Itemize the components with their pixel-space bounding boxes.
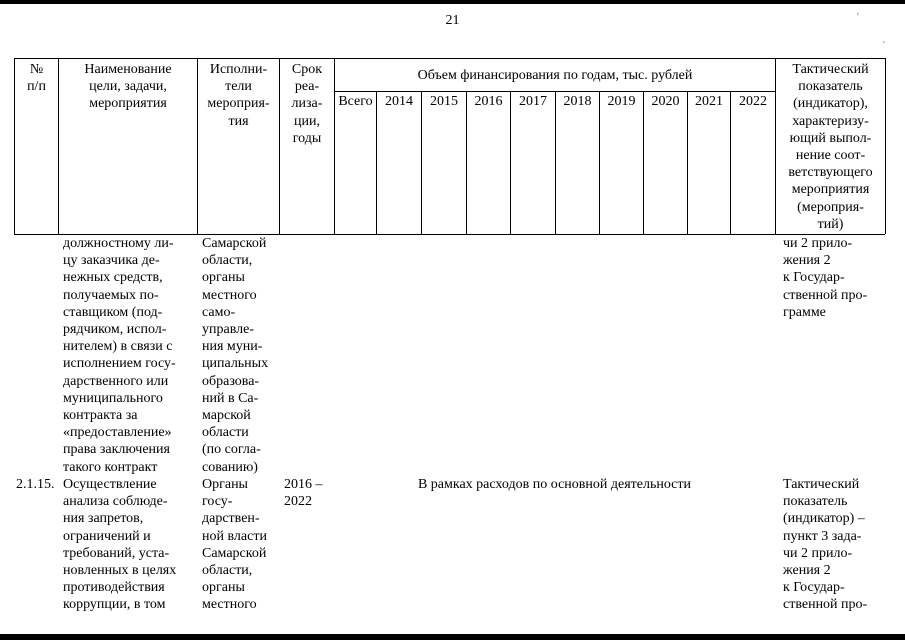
header-year: 2014 [385, 94, 413, 109]
column-divider [730, 91, 731, 234]
header-year: 2019 [607, 94, 636, 109]
row-term: 2016 – 2022 [284, 477, 323, 510]
table-border-top [14, 58, 885, 59]
header-year: 2018 [563, 94, 592, 109]
header-name: Наименование цели, задачи, мероприятия [84, 62, 172, 112]
row-executor: Органы госу- дарствен- ной власти Самарской области, органы местного [202, 477, 267, 613]
header-executor: Исполни- тели мероприя- тия [207, 62, 270, 129]
header-year: 2021 [695, 94, 723, 109]
row-number: 2.1.15. [16, 477, 55, 492]
row-financing: В рамках расходов по основной деятельности [417, 477, 692, 492]
row-name: Осуществление анализа соблюде- ния запретов, ограничений и требований, уста- новленных в целях противодействия коррупции, в том [63, 477, 177, 613]
header-year: 2016 [474, 94, 503, 109]
row-indicator: Тактический показатель (индикатор) – пункт 3 зада- чи 2 прило- жения 2 к Государ- ственной про- [783, 477, 868, 613]
column-divider [599, 91, 600, 234]
header-year: 2015 [430, 94, 458, 109]
header-indicator: Тактический показатель (индикатор), характеризу- ющий выпол- нение соот- ветствующего мероприятия (мероприя- тий) [788, 62, 873, 232]
page-number: 21 [445, 13, 460, 28]
header-year: 2022 [739, 94, 767, 109]
row-name: должностному ли- цу заказчика де- нежных средств, получаемых по- ставщиком (под- рядчиком, испол- нителем) в связи с исполнением госу- дарственного или муниципального контракта за «предоставление» права заключения такого контракт [63, 236, 176, 475]
column-divider [555, 91, 556, 234]
financing-subheader-line [334, 91, 775, 92]
header-year: 2017 [519, 94, 547, 109]
bottom-border [0, 634, 905, 640]
row-indicator: чи 2 прило- жения 2 к Государ- ственной про- грамме [783, 236, 868, 320]
column-divider [376, 91, 377, 234]
column-divider [466, 91, 467, 234]
column-divider [421, 91, 422, 234]
column-divider [510, 91, 511, 234]
column-divider [643, 91, 644, 234]
column-divider [334, 58, 335, 234]
header-total: Всего [338, 94, 373, 109]
header-number: № п/п [27, 62, 46, 95]
scan-mark: ' [883, 40, 885, 51]
scan-mark: ' [857, 12, 859, 23]
column-divider [687, 91, 688, 234]
row-executor: Самарской области, органы местного само- управле- ния муни- ципальных образова- ний в Са- марской области (по согла- сованию) [202, 236, 269, 475]
header-term: Срок реа- лиза- ции, годы [291, 62, 323, 146]
table-border-right [885, 58, 886, 234]
header-financing: Объем финансирования по годам, тыс. рублей [417, 68, 693, 83]
header-year: 2020 [651, 94, 680, 109]
